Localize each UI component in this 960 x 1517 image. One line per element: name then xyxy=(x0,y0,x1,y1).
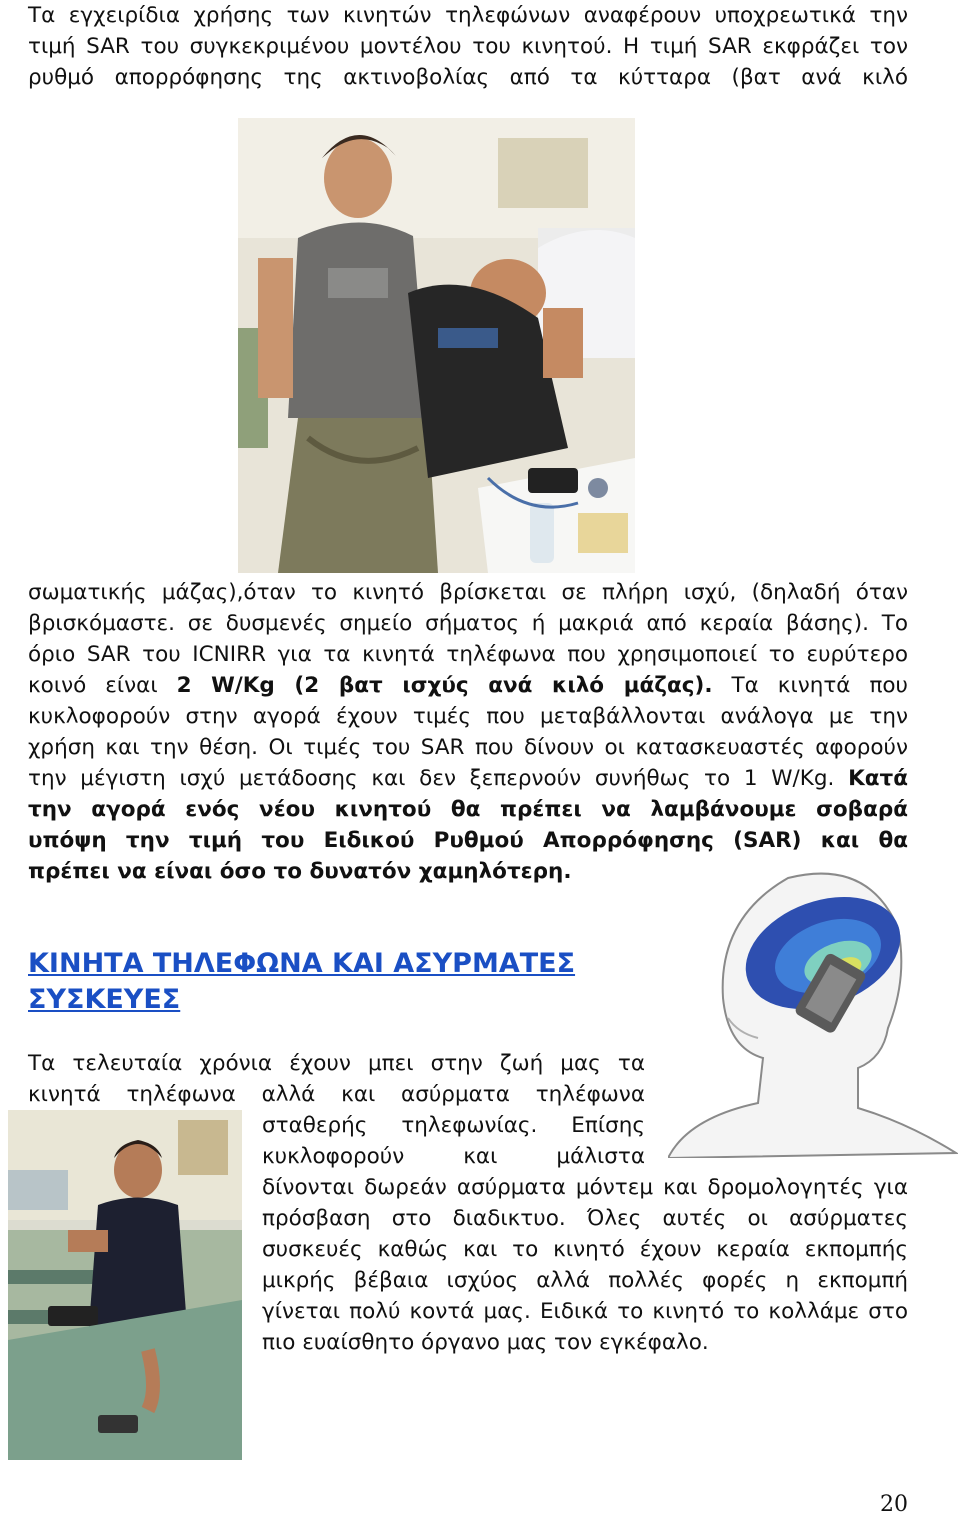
middle-paragraph-line-1: σωματικής μάζας),όταν το κινητό βρίσκεται σε πλήρη ισχύ, (δηλαδή όταν xyxy=(28,580,908,605)
middle-paragraph-line-9: υπόψη την τιμή του Ειδικού Ρυθμού Απορρόφησης (SAR) και θα xyxy=(28,828,908,853)
middle-paragraph-line-2: βρισκόμαστε. σε δυσμενές σημείο σήματος ή μακριά από κεραία βάσης). Το xyxy=(28,611,908,636)
text-span: την μέγιστη ισχύ μετάδοσης και δεν ξεπερνούν συνήθως το 1 W/Kg. xyxy=(28,766,849,791)
section-heading-line-2: ΣΥΣΚΕΥΕΣ xyxy=(28,984,181,1015)
bottom-paragraph-line-4: κυκλοφορούν και μάλιστα xyxy=(262,1144,645,1169)
middle-paragraph-line-5: κυκλοφορούν στην αγορά έχουν τιμές που μεταβάλλονται ανάλογα με την xyxy=(28,704,908,729)
top-paragraph-line-2: τιμή SAR του συγκεκριμένου μοντέλου του κινητού. Η τιμή SAR εκφράζει τον xyxy=(28,34,908,59)
advice-bold-start: Κατά xyxy=(848,766,908,791)
bottom-paragraph-line-7: συσκευές καθώς και το κινητό έχουν κεραία εκπομπής xyxy=(262,1237,908,1262)
middle-paragraph-line-3: όριο SAR του ICNIRR για τα κινητά τηλέφωνα που χρησιμοποιεί το ευρύτερο xyxy=(28,642,908,667)
top-paragraph-line-1: Τα εγχειρίδια χρήσης των κινητών τηλεφώνων αναφέρουν υποχρεωτικά την xyxy=(28,3,908,28)
bottom-paragraph-line-1: Τα τελευταία χρόνια έχουν μπει στην ζωή μας τα xyxy=(28,1051,645,1076)
sar-limit-bold: 2 W/Kg (2 βατ ισχύς ανά κιλό μάζας). xyxy=(176,673,713,698)
middle-paragraph-line-8: την αγορά ενός νέου κινητού θα πρέπει να λαμβάνουμε σοβαρά xyxy=(28,797,908,822)
text-span: Τα κινητά που xyxy=(712,673,908,698)
bottom-paragraph-line-2: κινητά τηλέφωνα αλλά και ασύρματα τηλέφωνα xyxy=(28,1082,645,1107)
section-heading-line-1: ΚΙΝΗΤΑ ΤΗΛΕΦΩΝΑ ΚΑΙ ΑΣΥΡΜΑΤΕΣ xyxy=(28,948,576,979)
text-span: κοινό είναι xyxy=(28,673,177,698)
sar-head-illustration xyxy=(668,858,958,1158)
photo-boy-classroom xyxy=(8,1110,242,1460)
page-number: 20 xyxy=(880,1492,908,1517)
bottom-paragraph-line-5: δίνονται δωρεάν ασύρματα μόντεμ και δρομολογητές για xyxy=(262,1175,908,1200)
middle-paragraph-line-10: πρέπει να είναι όσο το δυνατόν χαμηλότερη. xyxy=(28,859,572,884)
photo-students-measuring xyxy=(238,118,635,573)
bottom-paragraph-line-10: πιο ευαίσθητο όργανο μας τον εγκέφαλο. xyxy=(262,1330,709,1355)
bottom-paragraph-line-8: μικρής βέβαια ισχύος αλλά πολλές φορές η εκπομπή xyxy=(262,1268,908,1293)
bottom-paragraph-line-3: σταθερής τηλεφωνίας. Επίσης xyxy=(262,1113,645,1138)
middle-paragraph-line-4 xyxy=(28,670,908,701)
bottom-paragraph-line-6: πρόσβαση στο διαδικτυο. Όλες αυτές οι ασύρματες xyxy=(262,1206,908,1231)
bottom-paragraph-line-9: γίνεται πολύ κοντά μας. Ειδικά το κινητό το κολλάμε στο xyxy=(262,1299,908,1324)
middle-paragraph-line-6: χρήση και την θέση. Οι τιμές του SAR που δίνουν οι κατασκευαστές αφορούν xyxy=(28,735,908,760)
top-paragraph-line-3: ρυθμό απορρόφησης της ακτινοβολίας από τα κύτταρα (βατ ανά κιλό xyxy=(28,65,908,90)
middle-paragraph-line-7 xyxy=(28,763,908,794)
